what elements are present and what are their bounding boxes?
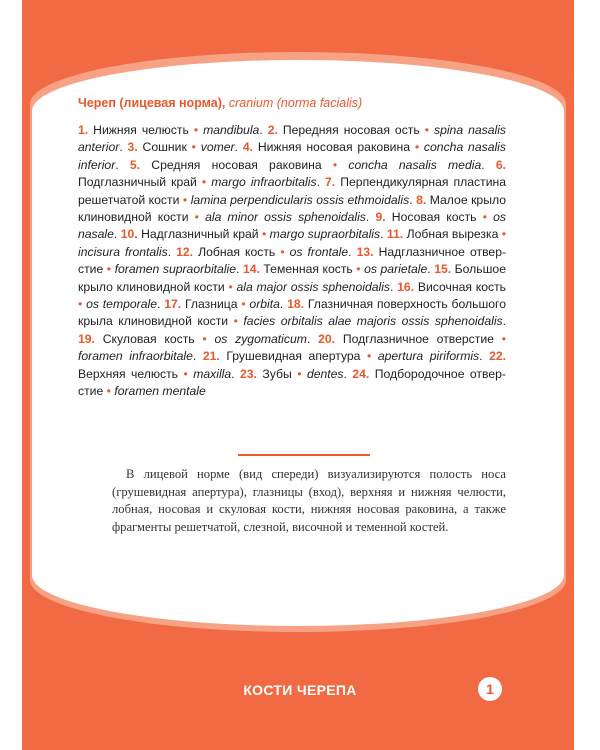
legend-item-number: 3. [127,140,138,155]
heading-russian: Череп (лицевая норма), [78,96,226,110]
bullet-separator: • [106,384,111,399]
legend-item-latin: foramen infraorbitale [78,349,193,364]
legend-item-latin: vomer [200,140,235,155]
legend-item-number: 2. [267,123,278,137]
bullet-separator: • [202,331,207,346]
legend-item-number: 8. [416,192,427,207]
legend-item: 23. Зубы • dentes. [240,366,353,381]
legend-item-latin: os nasale [78,210,507,242]
legend-item: 15. Большое крыло клиновидной кости • ala major ossis sphenoidalis. [78,262,506,294]
legend-item: 10. Надглазничный край • margo supraorbitalis. [120,227,387,242]
bullet-separator: • [501,227,507,242]
legend-item: 2. Передняя носовая ость • spina nasalis anterior. [78,123,507,155]
bullet-separator: • [228,279,233,294]
legend-item: 17. Глазница • orbita. [164,297,288,312]
legend-item-russian: Грушевидная апертура [226,349,361,364]
legend-item-russian: Сошник [142,140,187,155]
legend-item-latin: foramen supraorbitalie [114,262,237,277]
legend-item-russian: Передняя носовая ость [282,123,420,137]
legend-item-russian: Перпендикулярная пластина решетчатой кости [78,175,507,207]
bullet-separator: • [78,297,83,312]
bullet-separator: • [201,175,207,190]
bullet-separator: • [106,262,112,277]
legend-item: 11. Лобная вырезка • incisura frontalis. [78,227,507,259]
legend-item-number: 9. [375,210,386,225]
legend-item-number: 7. [325,175,336,190]
legend-item-latin: apertura piriformis [377,349,480,364]
bullet-separator: • [193,123,199,137]
bullet-separator: • [332,157,338,172]
legend-item-russian: Нижняя носовая раковина [257,140,410,155]
legend-item-russian: Лобная вырезка [406,227,499,242]
legend-item: 6. Подглазничный край • margo infraorbitalis. [78,157,507,190]
legend-item-number: 6. [495,157,507,172]
bullet-separator: • [194,210,199,225]
legend-item-latin: os frontale [289,244,349,259]
legend-item-latin: ala minor ossis sphenoidalis [205,210,366,225]
bullet-separator: • [280,244,285,259]
legend-item: 21. Грушевидная апертура • apertura piriformis. [202,349,490,364]
legend-item-number: 18. [287,297,305,312]
legend-item-latin: dentes [306,366,344,381]
bullet-separator: • [191,140,196,155]
legend-item-latin: concha nasalis inferior [78,140,506,172]
bullet-separator: • [367,349,372,364]
legend-item-latin: orbita [249,297,280,312]
bullet-separator: • [233,314,238,329]
legend-item-latin: margo supraorbitalis [269,227,381,242]
legend-item: 20. Подглазничное отверстие • foramen infraorbitale. [78,331,506,364]
heading-latin: cranium (norma facialis) [228,96,363,110]
legend-item-number: 15. [434,262,452,277]
bullet-separator: • [183,366,188,381]
legend-item-russian: Верхняя челюсть [78,366,179,381]
legend-item-latin: incisura frontalis [78,244,168,259]
legend-item: 3. Сошник • vomer. [127,140,243,155]
legend-item: 18. Глазничная поверхность большого крыла клиновидной кости • facies orbitalis alae majoris ossis sphenoidalis. [78,297,507,329]
legend-item-number: 23. [240,366,257,381]
legend-item-russian: Средняя носовая раковина [151,157,322,172]
legend-item-russian: Лобная кость [198,244,276,259]
legend-item-russian: Подглазничное отверстие [342,331,494,346]
legend-item-number: 14. [242,262,260,277]
legend-item-number: 12. [176,244,194,259]
legend-item: 1. Нижняя челюсть • mandibula. [78,123,268,137]
legend-item-latin: spina nasalis anterior [78,123,507,155]
legend-item: 9. Носовая кость • os nasale. [78,210,507,242]
bullet-separator: • [414,140,420,155]
legend-item: 4. Нижняя носовая раковина • concha nasalis inferior. [78,140,506,172]
legend-item-russian: Зубы [262,366,292,381]
legend-item-latin: os parietale [364,262,428,277]
legend-item-number: 20. [318,331,336,346]
legend-item-latin: concha nasalis media [348,157,482,172]
legend-item-number: 17. [164,297,182,312]
legend-item: 8. Малое крыло клиновидной кости • ala minor ossis sphenoidalis. [78,192,507,225]
legend-item-russian: Подглазничный край [78,175,197,190]
bullet-separator: • [501,331,506,346]
legend-item-number: 5. [129,157,141,172]
bullet-separator: • [482,210,487,225]
legend-item-latin: facies orbitalis alae majoris ossis sphenoidalis [243,314,503,329]
bullet-separator: • [297,366,302,381]
legend-item-russian: Нижняя челюсть [93,123,189,137]
bullet-separator: • [182,192,188,207]
legend-item: 13. Надглазничное отверстие • foramen supraorbitalie. [78,244,507,277]
bullet-separator: • [356,262,361,277]
legend-item-latin: maxilla [193,366,232,381]
legend-item-latin: foramen mentale [114,384,206,399]
legend-item-number: 16. [397,279,415,294]
legend-item-number: 11. [386,227,404,242]
legend-item: 16. Височная кость • os temporale. [78,279,507,312]
legend-item-russian: Подбородочное отверстие [78,366,506,399]
legend-item-russian: Глазничная поверхность большого крыла клиновидной кости [78,297,506,329]
legend-item-russian: Надглазничный край [141,227,259,242]
legend-item-number: 1. [78,123,89,137]
legend-item: 22. Верхняя челюсть • maxilla. [78,349,507,381]
page-number: 1 [478,677,502,701]
legend-item: 12. Лобная кость • os frontale. [176,244,357,259]
legend-list [78,122,506,401]
legend-item-latin: os temporale [86,297,157,312]
legend-item-number: 24. [352,366,370,381]
bullet-separator: • [241,297,246,312]
legend-item: 19. Скуловая кость • os zygomaticum. [78,331,319,346]
bullet-separator: • [261,227,267,242]
description-paragraph: В лицевой норме (вид спереди) визуализируются полость носа (грушевидная апертура), глазницы (вход), верхняя и нижняя челюсти, лобная, носовая и скуловая кости, нижняя носовая раковина, а также фрагменты решетчатой, слезной, височной и теменной костей. [112,467,506,534]
legend-item-russian: Носовая кость [391,210,477,225]
legend-item-russian: Большое крыло клиновидной кости [78,262,506,294]
legend-item: 14. Теменная кость • os parietale. [242,262,435,277]
legend-item-latin: margo infraorbitalis [211,175,317,190]
legend-item-russian: Глазница [184,297,238,312]
legend-item: 5. Средняя носовая раковина • concha nasalis media. [129,157,496,172]
legend-item-number: 19. [78,331,95,346]
legend-item-latin: mandibula [203,123,260,137]
legend-item-latin: ala major ossis sphenoidalis [236,279,391,294]
legend-item-russian: Малое крыло клиновидной кости [78,192,507,225]
footer-title: КОСТИ ЧЕРЕПА [243,682,357,698]
legend-item-number: 13. [356,244,374,259]
legend-item-number: 4. [242,140,253,155]
legend-item-russian: Височная кость [417,279,507,294]
bullet-separator: • [424,123,429,137]
legend-item-latin: os zygomaticum [214,331,307,346]
legend-item-russian: Теменная кость [263,262,353,277]
legend-item-latin: lamina perpendicularis ossis ethmoidalis [190,192,410,207]
figure-heading [78,96,518,110]
legend-item-number: 21. [202,349,220,364]
legend-item-russian: Скуловая кость [102,331,195,346]
section-divider [238,454,370,456]
legend-item-number: 10. [120,227,138,242]
legend-item-russian: Надглазничное отверстие [78,244,507,277]
legend-item: 7. Перпендикулярная пластина решетчатой кости • lamina perpendicularis ossis ethmoidalis. [78,175,507,207]
legend-item-number: 22. [489,349,507,364]
